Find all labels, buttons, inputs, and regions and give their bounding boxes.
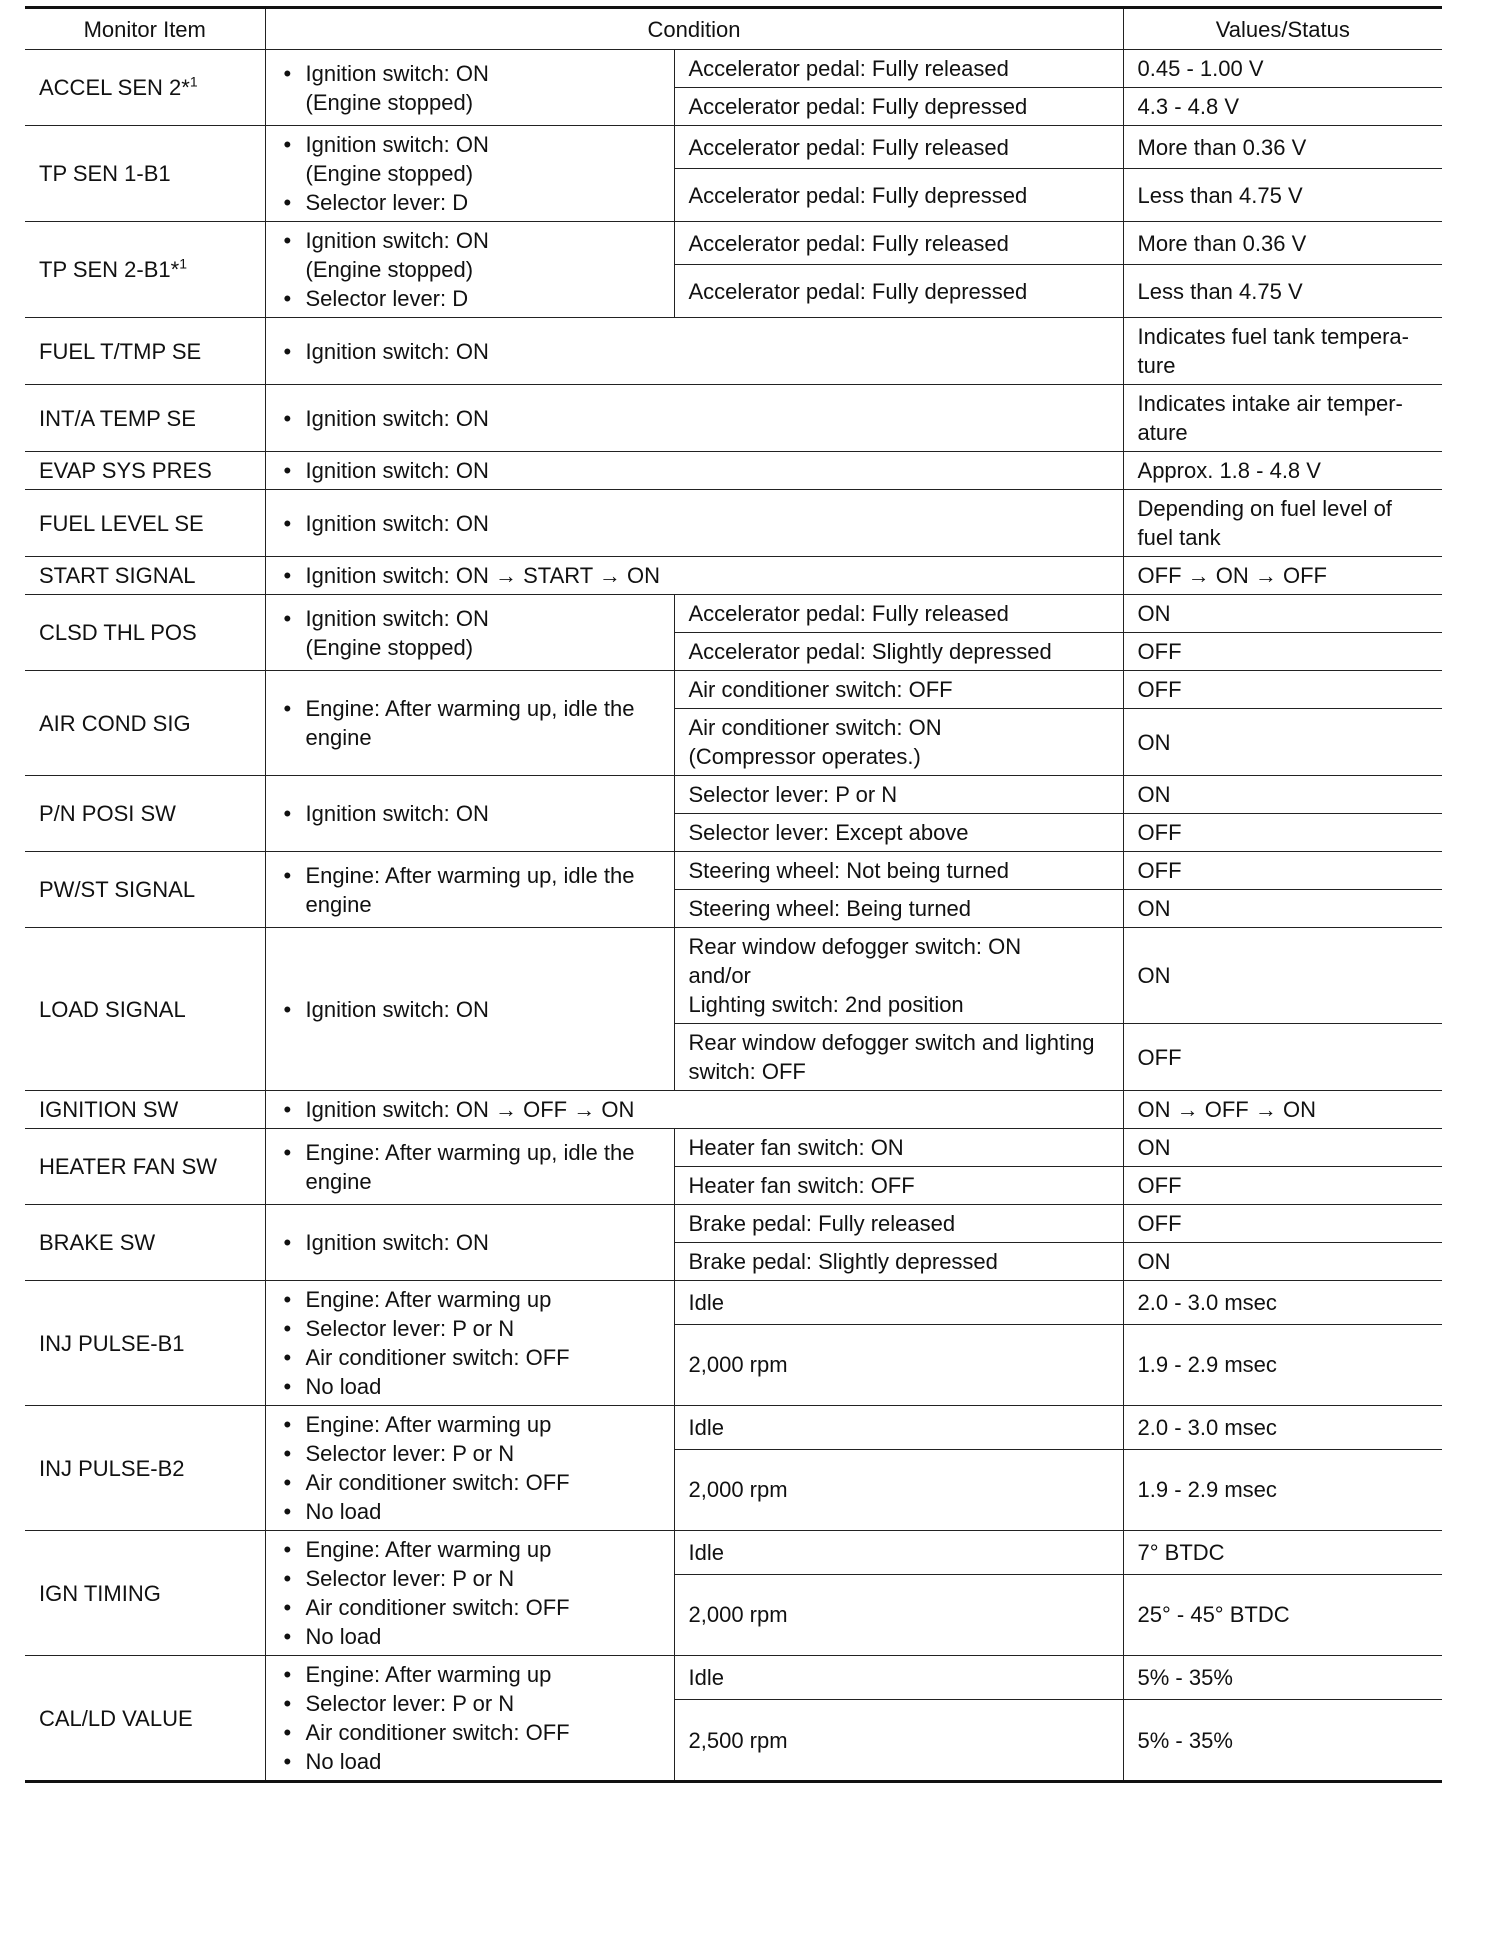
value-status: 5% - 35% [1123,1656,1442,1700]
condition-sub: Idle [674,1531,1123,1575]
monitor-item-name: EVAP SYS PRES [25,452,265,490]
table-row [25,852,1442,890]
monitor-item-name: TP SEN 1-B1 [25,126,265,222]
table-row [25,1205,1442,1243]
monitor-item-name: TP SEN 2-B1*$^1$ [25,222,265,318]
condition-sub: Selector lever: Except above [674,814,1123,852]
value-status: OFF → ON → OFF [1123,557,1442,595]
value-status: 0.45 - 1.00 V [1123,50,1442,88]
condition-sub: Accelerator pedal: Fully depressed [674,265,1123,318]
condition-main: • Ignition switch: ON [265,776,674,852]
value-status: 2.0 - 3.0 msec [1123,1281,1442,1325]
condition-sub: Accelerator pedal: Fully depressed [674,88,1123,126]
value-status: OFF [1123,1205,1442,1243]
value-status: OFF [1123,633,1442,671]
value-status: ON [1123,890,1442,928]
value-status: 5% - 35% [1123,1700,1442,1782]
monitor-item-name: IGN TIMING [25,1531,265,1656]
value-status: 1.9 - 2.9 msec [1123,1449,1442,1530]
condition-main: • Ignition switch: ON → OFF → ON [265,1091,1123,1129]
monitor-item-name: FUEL LEVEL SE [25,490,265,557]
value-status: 7° BTDC [1123,1531,1442,1575]
table-row [25,452,1442,490]
condition-sub: Accelerator pedal: Fully released [674,222,1123,265]
value-status: ON [1123,776,1442,814]
table-row [25,595,1442,633]
condition-main: • Engine: After warming up • Selector lever: P or N • Air conditioner switch: OFF • No load [265,1281,674,1406]
monitor-item-name: ACCEL SEN 2*$^1$ [25,50,265,126]
table-row [25,126,1442,169]
value-status: ON [1123,595,1442,633]
value-status: ON [1123,928,1442,1024]
condition-sub: Accelerator pedal: Fully released [674,50,1123,88]
table-row [25,1281,1442,1325]
condition-main: • Ignition switch: ON → START → ON [265,557,1123,595]
value-status: More than 0.36 V [1123,126,1442,169]
condition-sub: Heater fan switch: OFF [674,1167,1123,1205]
condition-sub: Idle [674,1281,1123,1325]
condition-sub: Air conditioner switch: ON (Compressor operates.) [674,709,1123,776]
monitor-item-name: START SIGNAL [25,557,265,595]
condition-main: • Ignition switch: ON [265,490,1123,557]
value-status: Indicates fuel tank tempera-ture [1123,318,1442,385]
condition-main: • Ignition switch: ON [265,318,1123,385]
table-row [25,557,1442,595]
condition-sub: Accelerator pedal: Fully depressed [674,169,1123,222]
condition-sub: 2,000 rpm [674,1574,1123,1655]
condition-main: • Engine: After warming up • Selector lever: P or N • Air conditioner switch: OFF • No load [265,1406,674,1531]
condition-sub: Idle [674,1406,1123,1450]
value-status: OFF [1123,1024,1442,1091]
table-row [25,222,1442,265]
condition-sub: Brake pedal: Fully released [674,1205,1123,1243]
condition-main: • Engine: After warming up, idle the engine [265,671,674,776]
monitor-item-name: HEATER FAN SW [25,1129,265,1205]
condition-sub: 2,000 rpm [674,1449,1123,1530]
header-values-status: Values/Status [1123,8,1442,50]
value-status: OFF [1123,671,1442,709]
condition-sub: Accelerator pedal: Fully released [674,595,1123,633]
condition-main: • Engine: After warming up • Selector lever: P or N • Air conditioner switch: OFF • No load [265,1531,674,1656]
value-status: 25° - 45° BTDC [1123,1574,1442,1655]
condition-sub: Rear window defogger switch and lighting switch: OFF [674,1024,1123,1091]
value-status: Approx. 1.8 - 4.8 V [1123,452,1442,490]
condition-sub: Steering wheel: Not being turned [674,852,1123,890]
condition-sub: Heater fan switch: ON [674,1129,1123,1167]
table-row [25,1129,1442,1167]
table-row [25,1406,1442,1450]
condition-main: • Ignition switch: ON [265,452,1123,490]
table-row [25,50,1442,88]
condition-main: • Ignition switch: ON [265,1205,674,1281]
condition-main: • Ignition switch: ON [265,928,674,1091]
table-row [25,1531,1442,1575]
value-status: 1.9 - 2.9 msec [1123,1324,1442,1405]
condition-main: • Engine: After warming up • Selector lever: P or N • Air conditioner switch: OFF • No load [265,1656,674,1782]
condition-sub: Accelerator pedal: Slightly depressed [674,633,1123,671]
condition-sub: Rear window defogger switch: ON and/or Lighting switch: 2nd position [674,928,1123,1024]
value-status: Less than 4.75 V [1123,169,1442,222]
table-row [25,928,1442,1024]
value-status: More than 0.36 V [1123,222,1442,265]
condition-sub: 2,500 rpm [674,1700,1123,1782]
monitor-item-name: INT/A TEMP SE [25,385,265,452]
condition-sub: Idle [674,1656,1123,1700]
value-status: Indicates intake air temper-ature [1123,385,1442,452]
table-row [25,776,1442,814]
value-status: OFF [1123,852,1442,890]
value-status: ON [1123,1129,1442,1167]
monitor-item-name: P/N POSI SW [25,776,265,852]
value-status: OFF [1123,814,1442,852]
value-status: ON → OFF → ON [1123,1091,1442,1129]
monitor-item-name: LOAD SIGNAL [25,928,265,1091]
condition-main: • Engine: After warming up, idle the engine [265,1129,674,1205]
monitor-item-name: AIR COND SIG [25,671,265,776]
table-row [25,1091,1442,1129]
table-row [25,1656,1442,1700]
condition-sub: 2,000 rpm [674,1324,1123,1405]
condition-sub: Air conditioner switch: OFF [674,671,1123,709]
monitor-item-name: INJ PULSE-B1 [25,1281,265,1406]
condition-sub: Selector lever: P or N [674,776,1123,814]
table-row [25,385,1442,452]
condition-sub: Accelerator pedal: Fully released [674,126,1123,169]
header-monitor-item: Monitor Item [25,8,265,50]
monitor-item-name: IGNITION SW [25,1091,265,1129]
monitor-item-name: CAL/LD VALUE [25,1656,265,1782]
condition-main: • Ignition switch: ON (Engine stopped) • Selector lever: D [265,126,674,222]
condition-main: • Ignition switch: ON (Engine stopped) • Selector lever: D [265,222,674,318]
table-row [25,318,1442,385]
condition-main: • Engine: After warming up, idle the engine [265,852,674,928]
monitor-item-name: INJ PULSE-B2 [25,1406,265,1531]
monitor-table [25,6,1442,1783]
value-status: 2.0 - 3.0 msec [1123,1406,1442,1450]
table-row [25,671,1442,709]
condition-sub: Brake pedal: Slightly depressed [674,1243,1123,1281]
value-status: OFF [1123,1167,1442,1205]
monitor-item-name: FUEL T/TMP SE [25,318,265,385]
value-status: 4.3 - 4.8 V [1123,88,1442,126]
table-header-row [25,8,1442,50]
value-status: Depending on fuel level of fuel tank [1123,490,1442,557]
table-row [25,490,1442,557]
monitor-item-name: PW/ST SIGNAL [25,852,265,928]
header-condition: Condition [265,8,1123,50]
condition-sub: Steering wheel: Being turned [674,890,1123,928]
monitor-item-name: CLSD THL POS [25,595,265,671]
condition-main: • Ignition switch: ON [265,385,1123,452]
monitor-item-name: BRAKE SW [25,1205,265,1281]
value-status: ON [1123,1243,1442,1281]
value-status: ON [1123,709,1442,776]
condition-main: • Ignition switch: ON (Engine stopped) [265,595,674,671]
value-status: Less than 4.75 V [1123,265,1442,318]
condition-main: • Ignition switch: ON (Engine stopped) [265,50,674,126]
